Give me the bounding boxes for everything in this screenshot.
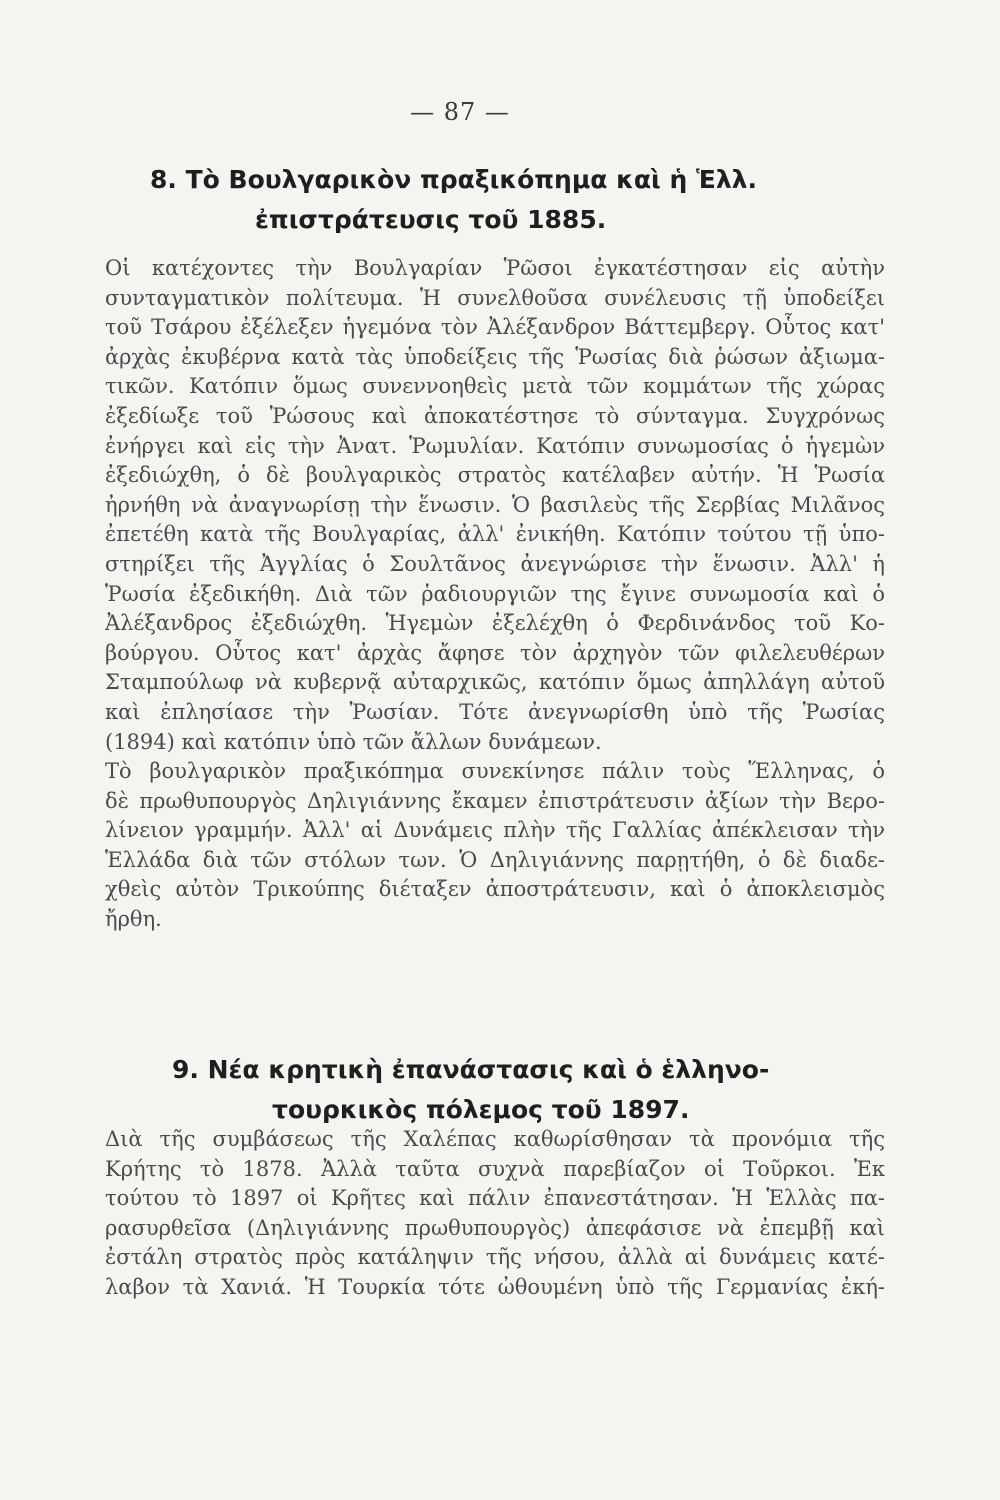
- text-line: τικῶν. Κατόπιν ὅμως συνεννοηθεὶς μετὰ τῶν κομμάτων τῆς χώρας: [105, 374, 885, 399]
- section-9-heading-line-1: 9. Νέα κρητικὴ ἐπανάστασις καὶ ὁ ἑλληνο-: [172, 1055, 770, 1084]
- section-8-heading-line-1: 8. Τὸ Βουλγαρικὸν πραξικόπημα καὶ ἡ Ἑλλ.: [150, 165, 757, 194]
- text-line: Οἱ κατέχοντες τὴν Βουλγαρίαν Ῥῶσοι ἐγκατέστησαν εἰς αὐτὴν: [105, 256, 885, 280]
- text-line: Κρήτης τὸ 1878. Ἀλλὰ ταῦτα συχνὰ παρεβίαζον οἱ Τοῦρκοι. Ἐκ: [105, 1156, 885, 1181]
- text-line: Διὰ τῆς συμβάσεως τῆς Χαλέπας καθωρίσθησαν τὰ προνόμια τῆς: [105, 1127, 885, 1151]
- text-line: καὶ ἐπλησίασε τὴν Ῥωσίαν. Τότε ἀνεγνωρίσθη ὑπὸ τῆς Ῥωσίας: [105, 699, 885, 724]
- text-line: Ῥωσία ἐξεδικήθη. Διὰ τῶν ῥαδιουργιῶν της ἔγινε συνωμοσία καὶ ὁ: [105, 581, 885, 606]
- text-line: λαβον τὰ Χανιά. Ἡ Τουρκία τότε ὠθουμένη ὑπὸ τῆς Γερμανίας ἐκή-: [105, 1274, 885, 1299]
- section-9-heading-line-2: τουρκικὸς πόλεμος τοῦ 1897.: [272, 1095, 690, 1124]
- section-9-body: [105, 1125, 885, 1303]
- text-line: Ἀλέξανδρος ἐξεδιώχθη. Ἡγεμὼν ἐξελέχθη ὁ Φερδινάνδος τοῦ Κο-: [105, 611, 885, 636]
- text-line: λίνειον γραμμήν. Ἀλλ' αἱ Δυνάμεις πλὴν τῆς Γαλλίας ἀπέκλεισαν τὴν: [105, 818, 885, 843]
- section-8-body: [105, 254, 885, 935]
- text-line: χθεὶς αὐτὸν Τρικούπης διέταξεν ἀποστράτευσιν, καὶ ὁ ἀποκλεισμὸς: [105, 877, 885, 902]
- page-number: — 87 —: [410, 98, 510, 126]
- text-line: Τὸ βουλγαρικὸν πραξικόπημα συνεκίνησε πάλιν τοὺς Ἕλληνας, ὁ: [105, 759, 885, 784]
- text-line: (1894) καὶ κατόπιν ὑπὸ τῶν ἄλλων δυνάμεων.: [105, 729, 602, 754]
- section-9-heading: [92, 1050, 892, 1130]
- text-line: ἐξεδιώχθη, ὁ δὲ βουλγαρικὸς στρατὸς κατέλαβεν αὐτήν. Ἡ Ῥωσία: [105, 463, 885, 488]
- text-line: ἐστάλη στρατὸς πρὸς κατάληψιν τῆς νήσου, ἀλλὰ αἱ δυνάμεις κατέ-: [105, 1245, 885, 1270]
- text-line: ἠρνήθη νὰ ἀναγνωρίσῃ τὴν ἕνωσιν. Ὁ βασιλεὺς τῆς Σερβίας Μιλᾶνος: [105, 492, 885, 517]
- text-line: τούτου τὸ 1897 οἱ Κρῆτες καὶ πάλιν ἐπανεστάτησαν. Ἡ Ἑλλὰς πα-: [105, 1186, 885, 1211]
- text-line: Σταμπούλωφ νὰ κυβερνᾷ αὐταρχικῶς, κατόπιν ὅμως ἀπηλλάγη αὐτοῦ: [105, 670, 885, 695]
- text-line: στηρίξει τῆς Ἀγγλίας ὁ Σουλτᾶνος ἀνεγνώρισε τὴν ἕνωσιν. Ἀλλ' ἡ: [105, 551, 885, 576]
- section-8-heading: [120, 160, 920, 240]
- text-line: ἐνήργει καὶ εἰς τὴν Ἀνατ. Ῥωμυλίαν. Κατόπιν συνωμοσίας ὁ ἡγεμὼν: [105, 433, 885, 458]
- text-line: τοῦ Τσάρου ἐξέλεξεν ἡγεμόνα τὸν Ἀλέξανδρον Βάττεμβεργ. Οὗτος κατ': [105, 315, 885, 340]
- text-line: ἀρχὰς ἐκυβέρνα κατὰ τὰς ὑποδείξεις τῆς Ῥωσίας διὰ ῥώσων ἀξιωμα-: [105, 344, 885, 369]
- text-line: δὲ πρωθυπουργὸς Δηλιγιάννης ἔκαμεν ἐπιστράτευσιν ἀξίων τὴν Βερο-: [105, 788, 885, 813]
- text-line: συνταγματικὸν πολίτευμα. Ἡ συνελθοῦσα συνέλευσις τῇ ὑποδείξει: [105, 285, 885, 310]
- text-line: βούργου. Οὗτος κατ' ἀρχὰς ἄφησε τὸν ἀρχηγὸν τῶν φιλελευθέρων: [105, 640, 885, 665]
- section-8-heading-line-2: ἐπιστράτευσις τοῦ 1885.: [255, 205, 607, 234]
- text-line: Ἑλλάδα διὰ τῶν στόλων των. Ὁ Δηλιγιάννης παρῃτήθη, ὁ δὲ διαδε-: [105, 847, 885, 872]
- text-line: ἐξεδίωξε τοῦ Ῥώσους καὶ ἀποκατέστησε τὸ σύνταγμα. Συγχρόνως: [105, 403, 885, 428]
- text-line: ρασυρθεῖσα (Δηλιγιάννης πρωθυπουργὸς) ἀπεφάσισε νὰ ἐπεμβῇ καὶ: [105, 1215, 885, 1240]
- text-line: ἤρθη.: [105, 907, 162, 932]
- text-line: ἐπετέθη κατὰ τῆς Βουλγαρίας, ἀλλ' ἐνικήθη. Κατόπιν τούτου τῇ ὑπο-: [105, 522, 885, 547]
